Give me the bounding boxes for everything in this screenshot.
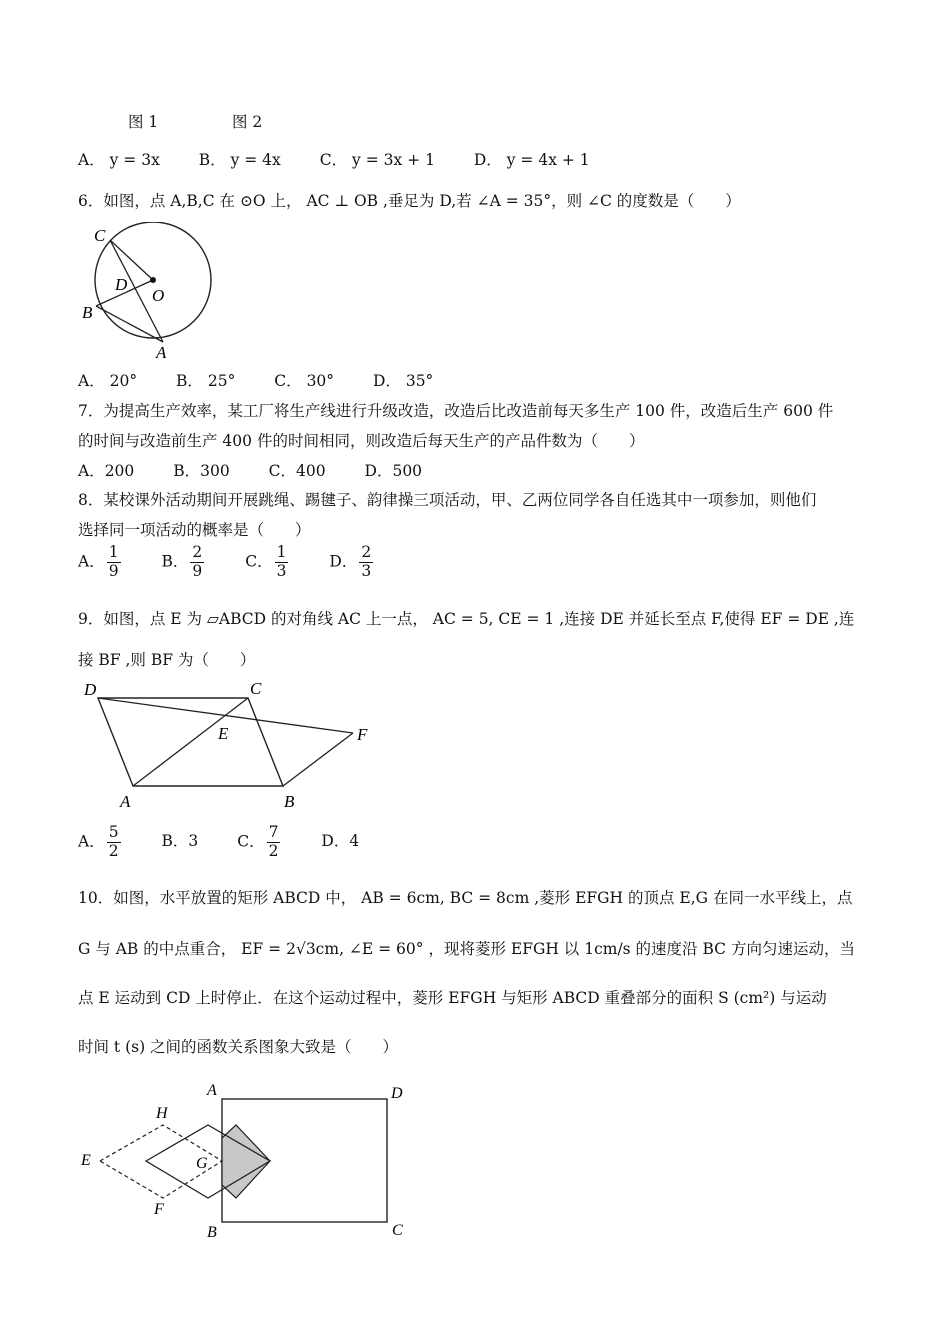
q6-option-b[interactable]: B． 25° [176, 372, 236, 390]
q10-text-line3: 点 E 运动到 CD 上时停止．在这个运动过程中，菱形 EFGH 与矩形 ABCD 重叠部分的面积 S (cm²) 与运动 [78, 989, 827, 1007]
label-a: A [120, 792, 131, 811]
q7-option-d[interactable]: D．500 [364, 462, 423, 480]
q7-text-line1: 7．为提高生产效率，某工厂将生产线进行升级改造，改造后比改造前每天多生产 100 件，改造后生产 600 件 [78, 402, 834, 420]
figure-2-label: 图 2 [232, 113, 263, 131]
segment-bf [283, 733, 353, 786]
label-g: G [196, 1155, 208, 1172]
label-c: C [392, 1222, 403, 1239]
q6-option-d[interactable]: D． 35° [372, 372, 434, 390]
numerator: 2 [361, 543, 372, 561]
q5-options [78, 148, 624, 170]
numerator: 7 [268, 823, 279, 841]
q10-text-line4: 时间 t (s) 之间的函数关系图象大致是（ ） [78, 1038, 399, 1056]
q9-parallelogram-figure [78, 676, 378, 816]
q9-option-c-label: C． [237, 832, 265, 851]
denominator: 9 [108, 561, 119, 580]
q9-options [78, 824, 393, 861]
q8-text-line1: 8．某校课外活动期间开展跳绳、踢毽子、韵律操三项活动，甲、乙两位同学各自任选其中一项参加，则他们 [78, 491, 817, 509]
numerator: 2 [192, 543, 203, 561]
q6-options [78, 369, 467, 391]
q5-option-d[interactable]: D． y = 4x + 1 [473, 151, 590, 169]
figure-1-label: 图 1 [128, 113, 159, 131]
q8-option-b-fraction [190, 544, 204, 581]
numerator: 1 [108, 543, 119, 561]
q6-option-c[interactable]: C． 30° [274, 372, 335, 390]
q9-option-b[interactable]: B．3 [161, 832, 199, 851]
label-b: B [82, 303, 93, 322]
label-c: C [250, 679, 262, 698]
q10-text-line1: 10．如图，水平放置的矩形 ABCD 中， AB = 6cm, BC = 8cm ,菱形 EFGH 的顶点 E,G 在同一水平线上，点 [78, 889, 853, 907]
q6-text: 6．如图，点 A,B,C 在 ⊙O 上， AC ⊥ OB ,垂足为 D,若 ∠A = 35°，则 ∠C 的度数是（ ） [78, 192, 741, 210]
q9-text-line2: 接 BF ,则 BF 为（ ） [78, 651, 256, 669]
q10-text-line2: G 与 AB 的中点重合， EF = 2√3cm, ∠E = 60° ，现将菱形 EFGH 以 1cm/s 的速度沿 BC 方向匀速运动，当 [78, 940, 855, 958]
q5-option-b[interactable]: B． y = 4x [198, 151, 281, 169]
q8-option-b[interactable] [162, 544, 207, 581]
center-point-o [150, 277, 156, 283]
denominator: 2 [108, 841, 119, 860]
q5-option-c[interactable]: C． y = 3x + 1 [319, 151, 435, 169]
q8-option-b-label: B． [161, 552, 189, 571]
label-d: D [391, 1085, 403, 1102]
q7-options [78, 459, 456, 481]
label-d: D [115, 275, 128, 294]
label-b: B [284, 792, 295, 811]
q7-option-a[interactable]: A．200 [78, 462, 135, 480]
label-d: D [84, 680, 97, 699]
q8-option-d-fraction [359, 544, 373, 581]
label-h: H [156, 1105, 168, 1122]
label-a: A [156, 343, 167, 362]
numerator: 1 [276, 543, 287, 561]
q8-option-d[interactable] [329, 544, 375, 581]
q9-option-d[interactable]: D．4 [321, 832, 360, 851]
q9-option-a[interactable] [78, 824, 123, 861]
q8-options [78, 544, 409, 581]
denominator: 3 [361, 561, 372, 580]
q6-option-a[interactable]: A． 20° [78, 372, 138, 390]
label-f: F [357, 725, 368, 744]
q8-text-line2: 选择同一项活动的概率是（ ） [78, 521, 311, 539]
q8-option-c[interactable] [245, 544, 290, 581]
q9-option-a-label: A． [78, 832, 105, 851]
q8-option-a[interactable] [78, 544, 123, 581]
overlap-region [222, 1125, 270, 1198]
q5-option-a[interactable]: A． y = 3x [78, 151, 160, 169]
q8-option-d-label: D． [329, 552, 358, 571]
q9-option-a-fraction [107, 824, 121, 861]
q8-option-c-fraction [275, 544, 289, 581]
q9-text-line1: 9．如图，点 E 为 ▱ABCD 的对角线 AC 上一点， AC = 5, CE = 1 ,连接 DE 并延长至点 F,使得 EF = DE ,连 [78, 610, 855, 628]
q6-circle-figure [78, 222, 218, 362]
q7-option-c[interactable]: C．400 [268, 462, 326, 480]
q8-option-a-label: A． [78, 552, 105, 571]
label-e: E [81, 1152, 91, 1169]
denominator: 2 [268, 841, 279, 860]
q7-option-b[interactable]: B．300 [173, 462, 230, 480]
q8-option-a-fraction [107, 544, 121, 581]
label-a: A [207, 1082, 217, 1099]
numerator: 5 [108, 823, 119, 841]
label-o: O [152, 286, 165, 305]
denominator: 9 [192, 561, 203, 580]
denominator: 3 [276, 561, 287, 580]
segment-co [110, 240, 153, 280]
label-b: B [207, 1224, 217, 1241]
q8-option-c-label: C． [245, 552, 273, 571]
q7-text-line2: 的时间与改造前生产 400 件的时间相同，则改造后每天生产的产品件数为（ ） [78, 432, 645, 450]
label-c: C [94, 226, 106, 245]
q9-option-c-fraction [267, 824, 281, 861]
q9-option-c[interactable] [237, 824, 282, 861]
label-f: F [154, 1201, 164, 1218]
label-e: E [218, 724, 229, 743]
q10-rectangle-rhombus-figure [78, 1078, 418, 1244]
